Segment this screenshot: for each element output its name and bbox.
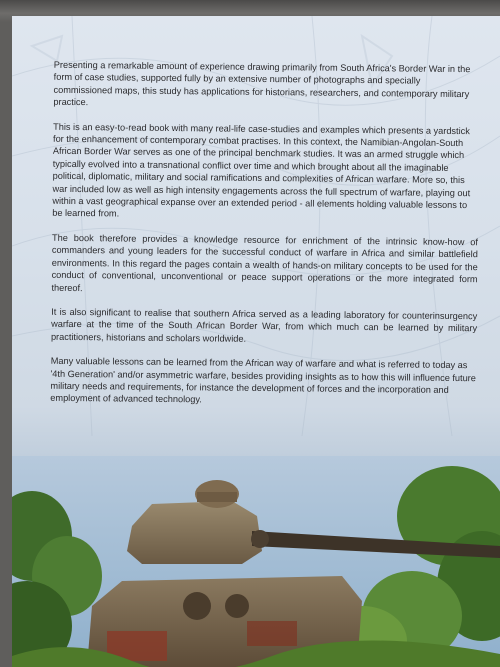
blurb-paragraph-5: Many valuable lessons can be learned from the African way of warfare and what is referred to today as '4th Generation' and/or asymmetric warfare, besides providing insights as to how this will influence future military needs and requirements, for instance the development of forces and the incorporation and employment of advanced technology. xyxy=(50,355,476,405)
blurb-paragraph-3: The book therefore provides a knowledge resource for enrichment of the intrinsic know-how of commanders and young leaders for the successful conduct of warfare in Africa and similar battlefield environments. In this regard the pages contain a wealth of hands-on military concepts to be used for the conduct of conventional, unconventional or peace support operations or the more integrated form thereof. xyxy=(51,232,479,293)
book-back-cover xyxy=(12,16,500,667)
tank-photo-icon xyxy=(12,456,500,667)
blurb-paragraph-2: This is an easy-to-read book with many real-life case-studies and examples which presents a yardstick for the enhancement of contemporary combat practises. In this context, the Namibian-Angolan-South African Border War serves as one of the principal benchmark studies. It was an armed struggle which typically evolved into a transnational conflict over time and which brought about all the imaginable political, diplomatic, military and social ramifications and complexities of African warfare. More so, this war included low as well as high intensity engagements across the full spectrum of warfare, playing out within a vast geographical expanse over an extended period - all elements holding valuable lessons to be learned from. xyxy=(52,121,471,219)
blurb-paragraph-4: It is also significant to realise that southern Africa served as a leading laboratory for counterinsurgency warfare at the time of the South African Border War, from which much can be learned by military practitioners, historians and scholars worldwide. xyxy=(50,306,478,344)
blurb-paragraph-1: Presenting a remarkable amount of experience drawing primarily from South Africa's Border War in the form of case studies, supported fully by an extensive number of photographs and specially commissioned maps, this study has applications for historians, researchers, and contemporary military practice. xyxy=(53,59,471,108)
blurb-text xyxy=(50,59,480,421)
